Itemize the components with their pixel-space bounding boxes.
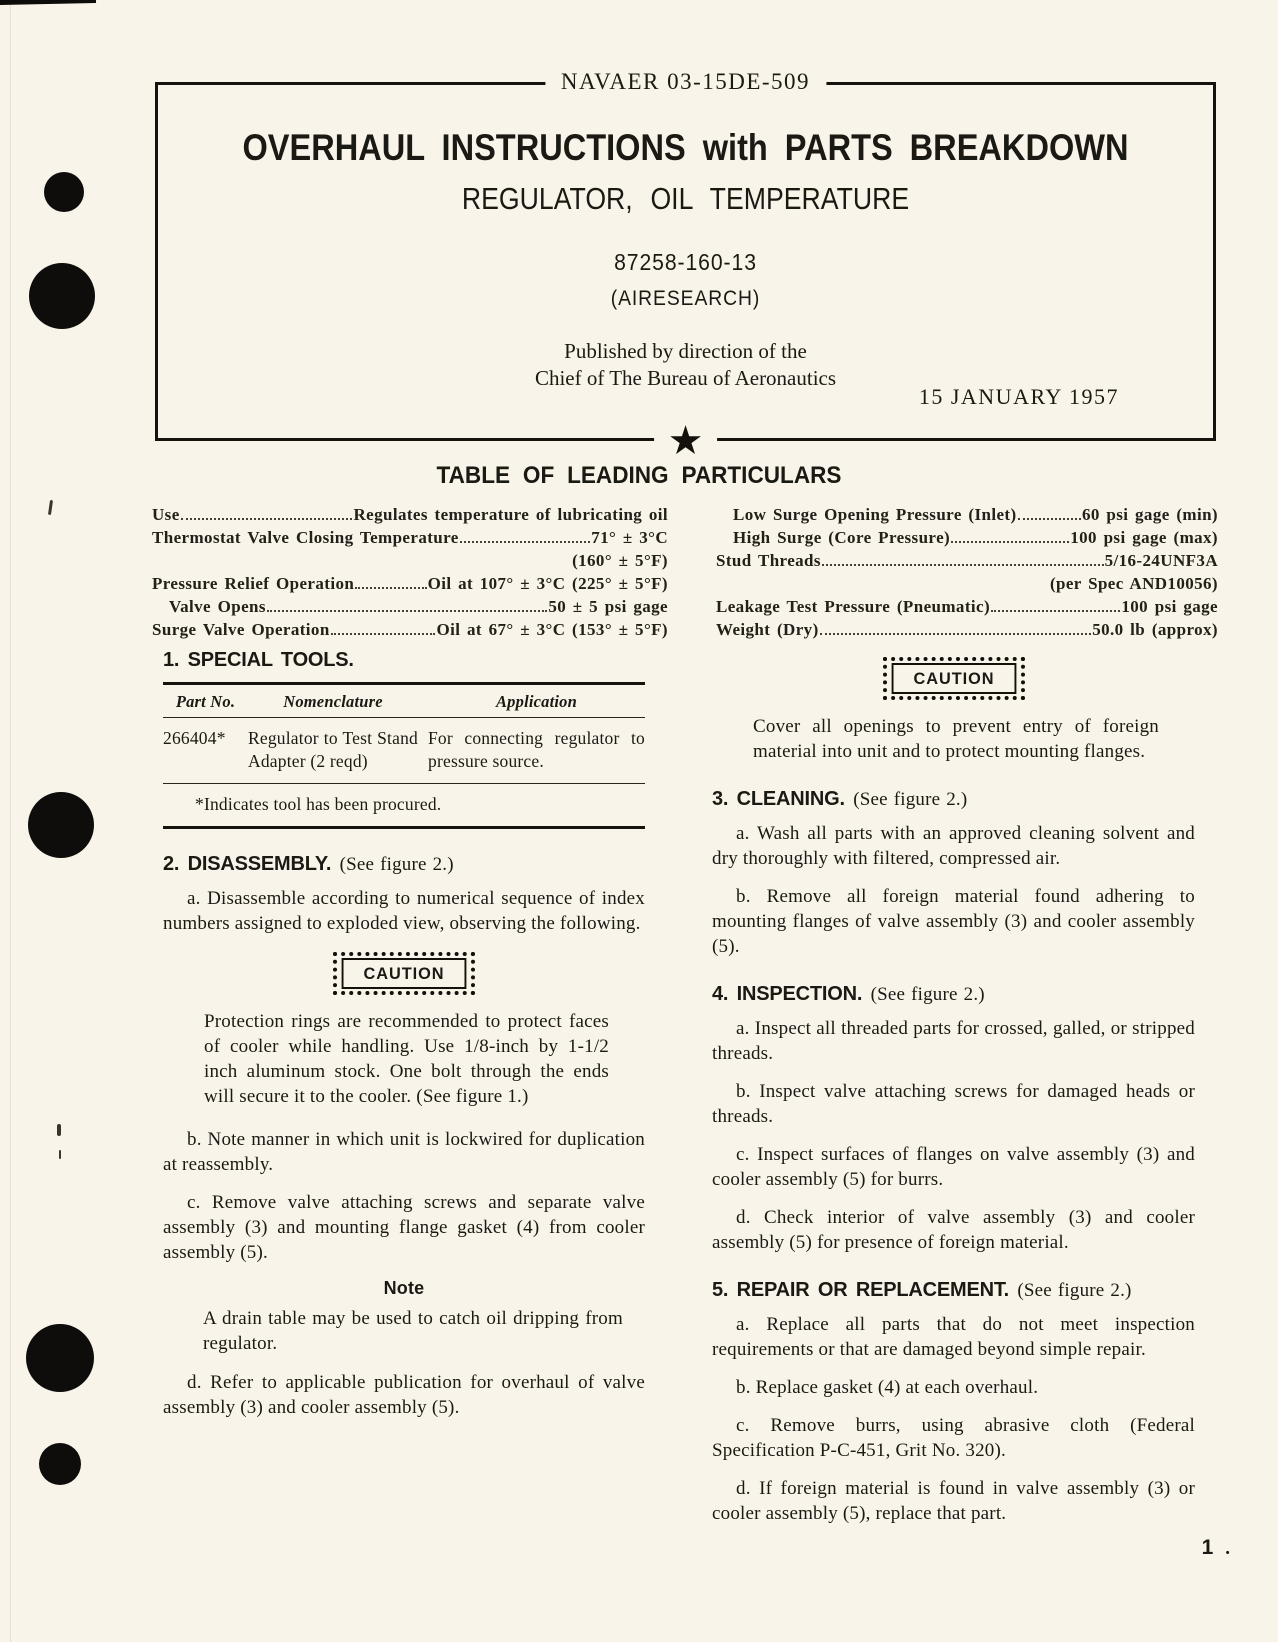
page-number	[1202, 1536, 1230, 1560]
section-heading-label: 2. DISASSEMBLY.	[163, 853, 332, 875]
published-line-2: Chief of The Bureau of Aeronautics	[534, 366, 837, 390]
column-header-part-no: Part No.	[175, 692, 236, 711]
paragraph: d. Refer to applicable publication for overhaul of valve assembly (3) and cooler assembly (5).	[163, 1372, 645, 1418]
ink-speck	[48, 500, 53, 515]
dot-leader	[1018, 518, 1081, 520]
particulars-row	[152, 572, 668, 595]
section-heading-cleaning	[712, 788, 1195, 811]
page-title: OVERHAUL INSTRUCTIONS with PARTS BREAKDOWN	[242, 127, 1129, 168]
particulars-row	[716, 572, 1218, 595]
dot-leader	[820, 633, 1092, 635]
note-paragraph: A drain table may be used to catch oil dripping from regulator.	[203, 1308, 623, 1354]
figure-reference: (See figure 2.)	[853, 789, 968, 810]
paragraph: a. Wash all parts with an approved cleaning solvent and dry thoroughly with filtered, compressed air.	[712, 823, 1195, 869]
note-heading: Note	[383, 1278, 425, 1298]
particulars-row	[152, 618, 668, 641]
paragraph: a. Replace all parts that do not meet inspection requirements or that are damaged beyond simple repair.	[712, 1314, 1195, 1360]
header-box	[155, 69, 1216, 463]
particular-value: (160° ± 5°F)	[572, 551, 668, 570]
paragraph: b. Replace gasket (4) at each overhaul.	[736, 1377, 1039, 1398]
particulars-row	[716, 595, 1218, 618]
section-heading-inspection	[712, 983, 1195, 1006]
table-row	[163, 718, 645, 784]
dot-leader	[355, 587, 426, 589]
particulars-row	[152, 503, 668, 526]
particulars-row	[152, 526, 668, 549]
particular-label: Low Surge Opening Pressure (Inlet)	[733, 505, 1017, 524]
particular-value: 71° ± 3°C	[591, 528, 668, 547]
punch-hole-dot	[29, 263, 95, 329]
part-number: 87258-160-13	[614, 249, 757, 275]
particular-value: 50.0 lb (approx)	[1092, 620, 1218, 639]
caution-label: CAUTION	[342, 958, 467, 989]
cell-part-no: 266404*	[163, 728, 226, 748]
paragraph: c. Remove valve attaching screws and separate valve assembly (3) and mounting flange gasket (4) from cooler assembly (5).	[163, 1192, 645, 1263]
particulars-row	[716, 618, 1218, 641]
particular-value: 60 psi gage (min)	[1081, 505, 1218, 524]
particular-label: Use	[152, 505, 180, 524]
particular-value: (per Spec AND10056)	[1049, 574, 1218, 593]
ink-speck	[57, 1124, 61, 1136]
section-heading-label: 1. SPECIAL TOOLS.	[163, 649, 354, 671]
scan-artifact	[0, 0, 96, 5]
caution-paragraph: Protection rings are recommended to protect faces of cooler while handling. Use 1/8-inch by 1-1/2 inch aluminum stock. One bolt through the ends will secure it to the cooler. (See figure 1.)	[204, 1011, 609, 1107]
particulars-row	[716, 526, 1218, 549]
page-number-dot: .	[1225, 1538, 1230, 1559]
paragraph: d. Check interior of valve assembly (3) and cooler assembly (5) for presence of foreign material.	[712, 1207, 1195, 1253]
figure-reference: (See figure 2.)	[870, 984, 985, 1005]
caution-scallop-border	[883, 657, 1025, 700]
manufacturer: (AIRESEARCH)	[610, 287, 761, 310]
doc-number: NAVAER 03-15DE-509	[545, 69, 826, 95]
section-heading-disassembly	[163, 853, 645, 876]
particular-value: 50 ± 5 psi gage	[548, 597, 668, 616]
paragraph: a. Inspect all threaded parts for crossed, galled, or stripped threads.	[712, 1018, 1195, 1064]
dot-leader	[951, 541, 1069, 543]
table-footnote: *Indicates tool has been procured.	[195, 794, 442, 814]
punch-hole-dot	[44, 172, 84, 212]
particulars-table	[152, 503, 1218, 641]
particular-value: 100 psi gage (max)	[1070, 528, 1218, 547]
particular-label: Pressure Relief Operation	[152, 574, 355, 593]
section-heading-repair	[712, 1279, 1195, 1302]
punch-hole-dot	[28, 792, 94, 858]
particular-label: Thermostat Valve Closing Temperature	[152, 528, 459, 547]
particular-label: Valve Opens	[169, 597, 266, 616]
paragraph: c. Remove burrs, using abrasive cloth (Federal Specification P-C-451, Grit No. 320).	[712, 1415, 1195, 1461]
column-header-application: Application	[495, 692, 578, 711]
particulars-row	[152, 549, 668, 572]
section-heading-label: 4. INSPECTION.	[712, 983, 863, 1005]
dot-leader	[991, 610, 1120, 612]
particulars-row	[716, 549, 1218, 572]
caution-stamp	[333, 952, 475, 995]
particulars-right-column	[716, 503, 1218, 641]
particular-value: 100 psi gage	[1121, 597, 1218, 616]
section-heading-label: 5. REPAIR OR REPLACEMENT.	[712, 1279, 1009, 1301]
caution-scallop-border	[333, 952, 475, 995]
punch-hole-dot	[39, 1443, 81, 1485]
cell-application: For connecting regulator to pressure source.	[428, 728, 645, 771]
ink-speck	[59, 1150, 61, 1159]
paragraph: c. Inspect surfaces of flanges on valve assembly (3) and cooler assembly (5) for burrs.	[712, 1144, 1195, 1190]
figure-reference: (See figure 2.)	[339, 854, 454, 875]
particular-value: Oil at 67° ± 3°C (153° ± 5°F)	[436, 620, 668, 639]
special-tools-table-header	[163, 685, 645, 718]
dot-leader	[822, 564, 1104, 566]
particular-value: Oil at 107° ± 3°C (225° ± 5°F)	[427, 574, 668, 593]
particular-label: Leakage Test Pressure (Pneumatic)	[716, 597, 991, 616]
particular-label: Surge Valve Operation	[152, 620, 330, 639]
section-heading-label: 3. CLEANING.	[712, 788, 845, 810]
particulars-row	[152, 595, 668, 618]
caution-stamp	[883, 657, 1025, 700]
page-number-value: 1	[1201, 1536, 1214, 1559]
particulars-heading: TABLE OF LEADING PARTICULARS	[436, 462, 842, 489]
star-icon: ★	[654, 419, 718, 463]
left-column	[163, 649, 645, 1433]
caution-paragraph: Cover all openings to prevent entry of foreign material into unit and to protect mounting flanges.	[753, 716, 1159, 762]
publication-date: 15 JANUARY 1957	[918, 384, 1119, 409]
paragraph: b. Remove all foreign material found adhering to mounting flanges of valve assembly (3) and cooler assembly (5).	[712, 886, 1195, 957]
dot-leader	[181, 518, 353, 520]
particular-label: High Surge (Core Pressure)	[733, 528, 951, 547]
particular-value: Regulates temperature of lubricating oil	[353, 505, 668, 524]
caution-label: CAUTION	[891, 663, 1016, 694]
paragraph: b. Note manner in which unit is lockwired for duplication at reassembly.	[163, 1129, 645, 1175]
paragraph: b. Inspect valve attaching screws for damaged heads or threads.	[712, 1081, 1195, 1127]
particular-value: 5/16-24UNF3A	[1104, 551, 1218, 570]
right-column	[712, 649, 1195, 1539]
particulars-row	[716, 503, 1218, 526]
paragraph: d. If foreign material is found in valve assembly (3) or cooler assembly (5), replace that part.	[712, 1478, 1195, 1524]
dot-leader	[267, 610, 547, 612]
particulars-left-column	[152, 503, 668, 641]
dot-leader	[460, 541, 590, 543]
published-line-1: Published by direction of the	[564, 339, 807, 363]
column-header-nomenclature: Nomenclature	[283, 692, 383, 711]
figure-reference: (See figure 2.)	[1017, 1280, 1132, 1301]
punch-hole-dot	[26, 1324, 94, 1392]
particular-label: Weight (Dry)	[716, 620, 819, 639]
page-subtitle: REGULATOR, OIL TEMPERATURE	[461, 181, 910, 216]
paragraph: a. Disassemble according to numerical sequence of index numbers assigned to exploded view, observing the following.	[163, 888, 645, 934]
dot-leader	[331, 633, 436, 635]
page-edge-line	[10, 0, 11, 1642]
cell-nomenclature: Regulator to Test Stand Adapter (2 reqd)	[248, 728, 418, 771]
special-tools-table	[163, 682, 645, 829]
particular-label: Stud Threads	[716, 551, 821, 570]
section-heading-special-tools	[163, 649, 645, 672]
